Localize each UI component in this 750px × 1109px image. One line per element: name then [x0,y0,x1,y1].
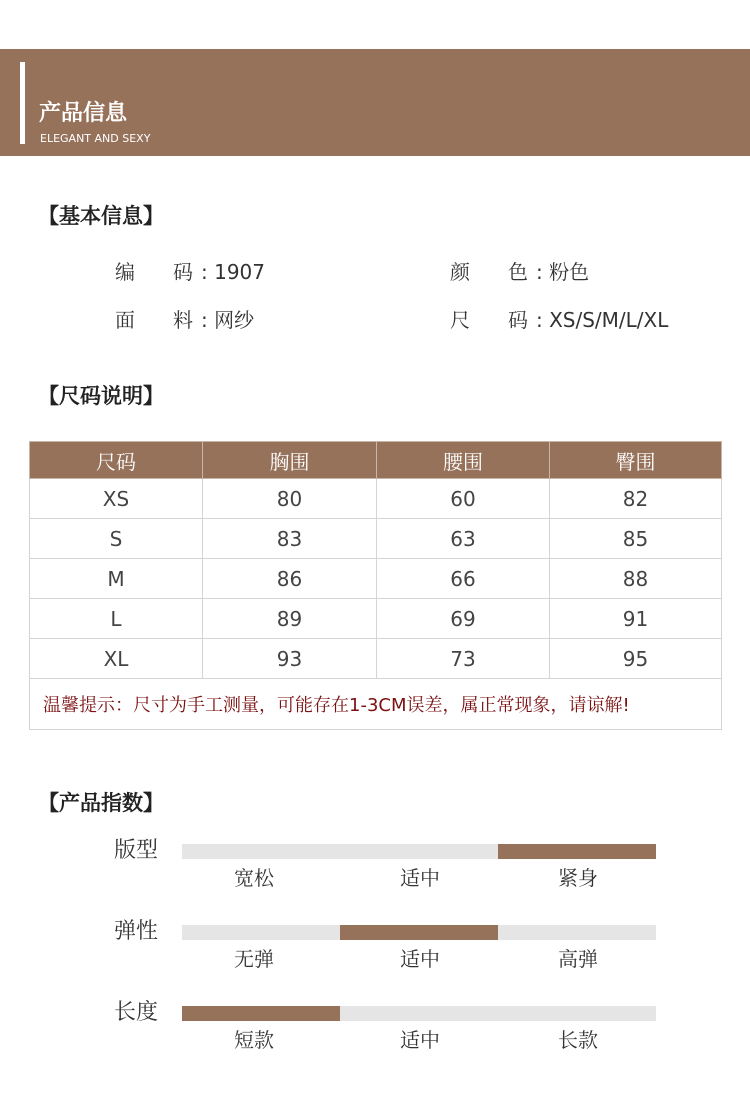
table-cell: 83 [203,519,377,559]
column-header-waist: 腰围 [377,442,550,479]
index-indicator [340,925,498,940]
info-label-char-1: 颜 [450,260,470,284]
index-indicator [498,844,656,859]
info-value: : 网纱 [201,308,255,332]
table-cell: 89 [203,599,377,639]
index-track [182,844,656,859]
table-cell: 66 [377,559,550,599]
table-cell: XS [30,479,203,519]
table-cell: 85 [550,519,722,559]
index-option: 紧身 [558,866,598,890]
banner-accent-bar [20,62,25,144]
banner-title: 产品信息 [39,101,128,126]
table-cell: 95 [550,639,722,679]
table-row [30,519,722,559]
index-label: 版型 [114,838,159,863]
info-label-char-1: 尺 [450,308,470,332]
info-label-char-2: 色 [508,260,528,284]
table-note-row [30,679,722,730]
banner-subtitle: ELEGANT AND SEXY [40,132,151,145]
table-cell: 88 [550,559,722,599]
table-cell: 82 [550,479,722,519]
index-option: 适中 [400,866,440,890]
table-cell: 93 [203,639,377,679]
index-option: 长款 [558,1028,598,1052]
section-title-product-index: 【产品指数】 [38,791,164,815]
table-cell: L [30,599,203,639]
section-title-size-chart: 【尺码说明】 [38,384,164,408]
index-track [182,1006,656,1021]
table-header-row [30,442,722,479]
size-table [29,441,722,730]
section-title-basic-info: 【基本信息】 [38,204,164,228]
index-track [182,925,656,940]
table-cell: 80 [203,479,377,519]
index-label: 长度 [114,1000,159,1025]
header-banner [0,49,750,156]
table-cell: XL [30,639,203,679]
info-value: : 1907 [201,260,265,284]
info-label-char-1: 编 [115,260,135,284]
info-label-char-1: 面 [115,308,135,332]
info-value: : XS/S/M/L/XL [536,308,669,332]
index-option: 无弹 [234,947,274,971]
column-header-bust: 胸围 [203,442,377,479]
index-option: 宽松 [234,866,274,890]
index-label: 弹性 [114,919,159,944]
info-label-char-2: 码 [508,308,528,332]
table-row [30,559,722,599]
column-header-size: 尺码 [30,442,203,479]
info-value: : 粉色 [536,260,590,284]
index-indicator [182,1006,340,1021]
table-cell: S [30,519,203,559]
table-cell: 91 [550,599,722,639]
table-cell: 60 [377,479,550,519]
table-cell: 63 [377,519,550,559]
table-cell: 69 [377,599,550,639]
table-row [30,639,722,679]
table-cell: 73 [377,639,550,679]
info-label-char-2: 料 [173,308,193,332]
table-row [30,599,722,639]
measurement-note: 温馨提示：尺寸为手工测量，可能存在1-3CM误差，属正常现象，请谅解! [30,679,722,730]
index-option: 适中 [400,1028,440,1052]
index-option: 短款 [234,1028,274,1052]
table-cell: 86 [203,559,377,599]
index-option: 高弹 [558,947,598,971]
info-label-char-2: 码 [173,260,193,284]
table-row [30,479,722,519]
column-header-hip: 臀围 [550,442,722,479]
table-cell: M [30,559,203,599]
index-option: 适中 [400,947,440,971]
